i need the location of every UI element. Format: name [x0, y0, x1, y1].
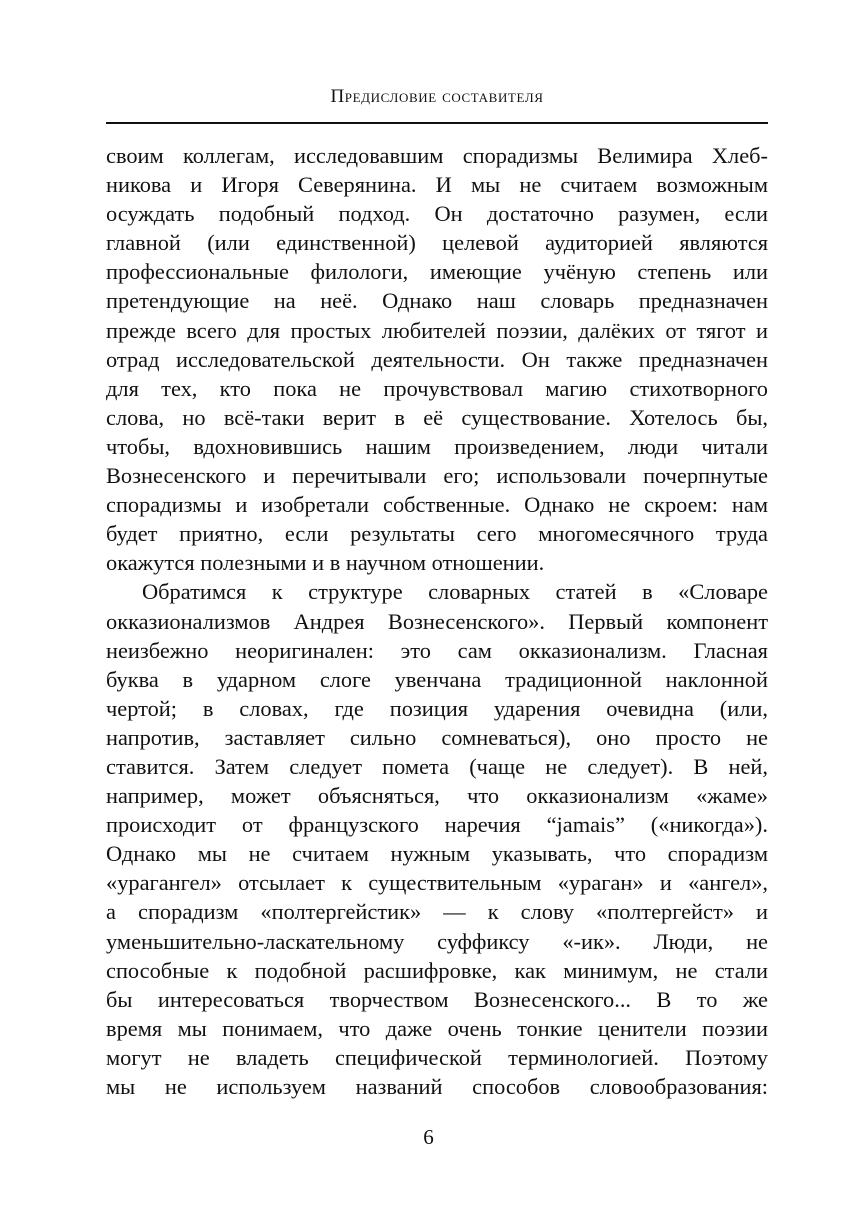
- text-line: претендующие на неё. Однако наш словарь предназначен: [106, 288, 768, 314]
- text-line: слова, но всё-таки верит в её существование. Хотелось бы,: [106, 404, 768, 430]
- text-line: способные к подобной расшифровке, как минимум, не стали: [106, 957, 768, 983]
- text-line: прежде всего для простых любителей поэзии, далёких от тягот и: [106, 317, 768, 343]
- text-line: бы интересоваться творчеством Вознесенского... В то же: [106, 986, 768, 1012]
- text-line: будет приятно, если результаты сего многомесячного труда: [106, 521, 768, 547]
- text-line: напротив, заставляет сильно сомневаться), оно просто не: [106, 724, 768, 750]
- text-line: спорадизмы и изобретали собственные. Однако не скроем: нам: [106, 492, 768, 518]
- text-line: а спорадизм «полтергейстик» — к слову «полтергейст» и: [106, 899, 768, 925]
- text-line: своим коллегам, исследовавшим спорадизмы Велимира Хлеб-: [106, 143, 768, 168]
- text-line: никова и Игоря Северянина. И мы не считаем возможным: [106, 172, 768, 198]
- text-line: для тех, кто пока не прочувствовал магию стихотворного: [106, 375, 768, 401]
- text-line: осуждать подобный подход. Он достаточно разумен, если: [106, 201, 768, 227]
- text-line: могут не владеть специфической терминологией. Поэтому: [106, 1044, 768, 1070]
- text-line: Однако мы не считаем нужным указывать, что спорадизм: [106, 841, 768, 867]
- text-line: ставится. Затем следует помета (чаще не следует). В ней,: [106, 753, 768, 779]
- body-text: [106, 141, 768, 1101]
- text-line: окажутся полезными и в научном отношении.: [106, 550, 545, 576]
- text-line: уменьшительно-ласкательному суффиксу «-ик». Люди, не: [106, 928, 768, 954]
- text-line: профессиональные филологи, имеющие учёную степень или: [106, 259, 768, 285]
- text-line: чтобы, вдохновившись нашим произведением, люди читали: [106, 433, 768, 459]
- text-line: Обратимся к структуре словарных статей в «Словаре: [142, 579, 768, 605]
- text-line: происходит от французского наречия “jamais” («никогда»).: [106, 812, 768, 838]
- text-line: буква в ударном слоге увенчана традиционной наклонной: [106, 666, 768, 692]
- text-line: отрад исследовательской деятельности. Он также предназначен: [106, 346, 768, 372]
- text-line: чертой; в словах, где позиция ударения очевидна (или,: [106, 695, 768, 721]
- page-number: 6: [423, 1125, 434, 1149]
- paragraph-2: [106, 577, 768, 1101]
- text-line: неизбежно неоригинален: это сам окказионализм. Гласная: [106, 637, 768, 663]
- text-line: окказионализмов Андрея Вознесенского». Первый компонент: [106, 608, 768, 634]
- running-head: Предисловие составителя: [330, 86, 544, 107]
- text-line: главной (или единственной) целевой аудиторией являются: [106, 230, 768, 256]
- paragraph-1: [106, 141, 768, 577]
- header-rule: [106, 122, 768, 124]
- text-line: время мы понимаем, что даже очень тонкие ценители поэзии: [106, 1015, 768, 1041]
- text-line: например, может объясняться, что окказионализм «жаме»: [106, 783, 768, 809]
- text-line: Вознесенского и перечитывали его; использовали почерпнутые: [106, 463, 768, 489]
- text-line: «урагангел» отсылает к существительным «ураган» и «ангел»,: [106, 870, 768, 896]
- text-line: мы не используем названий способов словообразования:: [106, 1074, 768, 1099]
